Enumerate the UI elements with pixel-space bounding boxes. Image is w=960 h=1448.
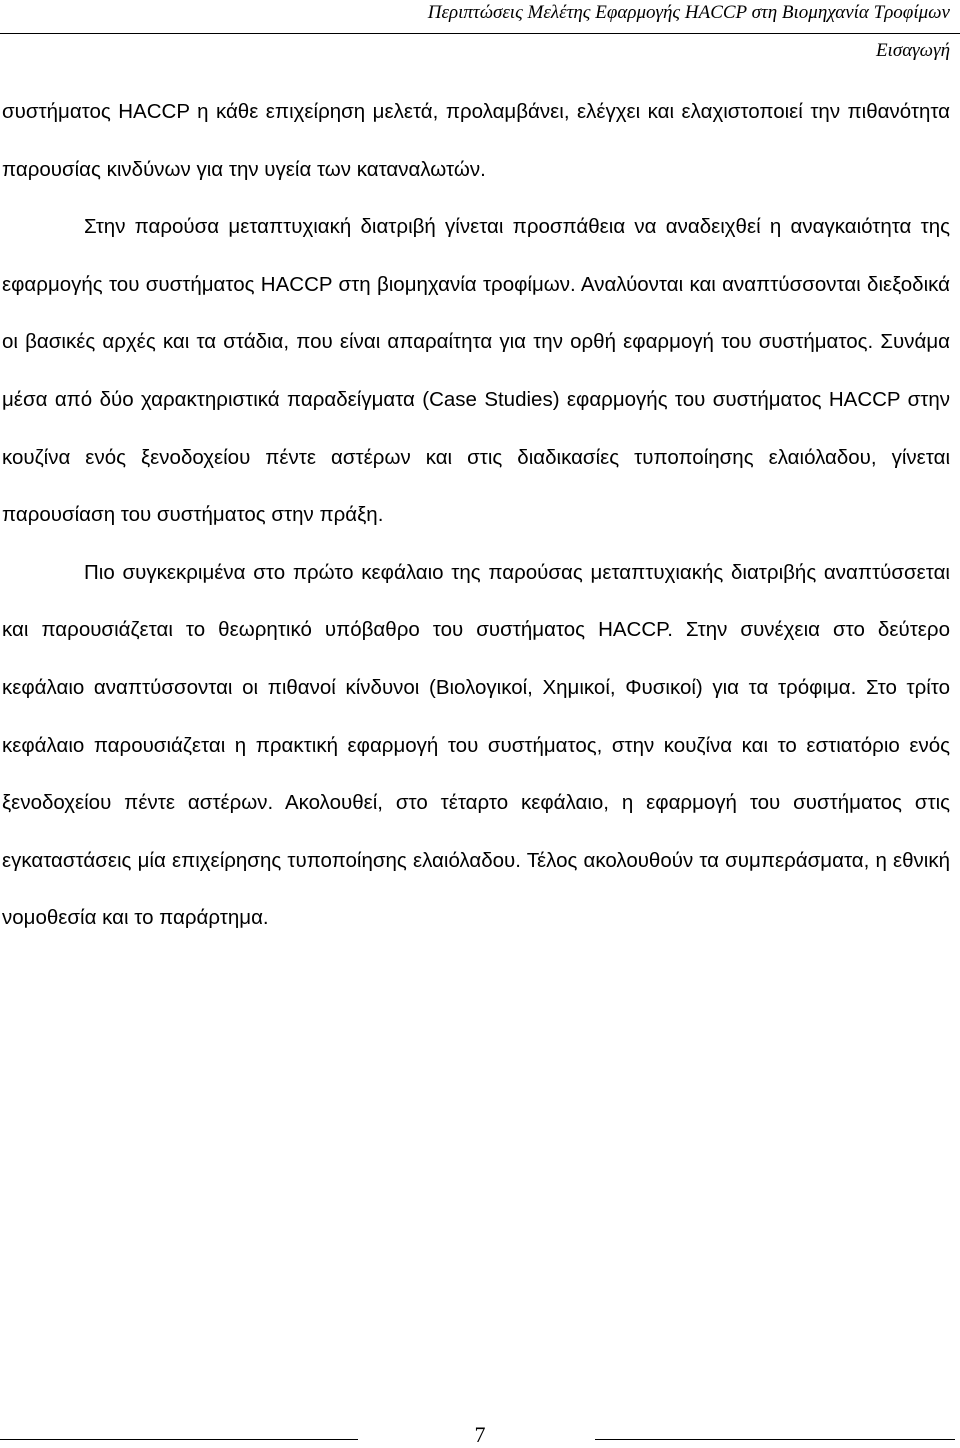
header-section-label: Εισαγωγή — [875, 40, 950, 61]
body-text — [2, 83, 950, 947]
page-number: 7 — [474, 1422, 486, 1447]
header-rule — [0, 33, 960, 34]
running-header — [0, 0, 960, 70]
paragraph-continuation: συστήματος HACCP η κάθε επιχείρηση μελετά, προλαμβάνει, ελέγχει και ελαχιστοποιεί την πιθανότητα παρουσίας κινδύνων για την υγεία των καταναλωτών. — [2, 100, 950, 181]
footer-rule-left — [0, 1439, 358, 1440]
paragraph-chapter-overview: Πιο συγκεκριμένα στο πρώτο κεφάλαιο της παρούσας μεταπτυχιακής διατριβής αναπτύσσεται και παρουσιάζεται το θεωρητικό υπόβαθρο του συστήματος HACCP. Στην συνέχεια στο δεύτερο κεφάλαιο αναπτύσσονται οι πιθανοί κίνδυνοι (Βιολογικοί, Χημικοί, Φυσικοί) για τα τρόφιμα. Στο τρίτο κεφάλαιο παρουσιάζεται η πρακτική εφαρμογή του συστήματος, στην κουζίνα και το εστιατόριο ενός ξενοδοχείου πέντε αστέρων. Ακολουθεί, στο τέταρτο κεφάλαιο, η εφαρμογή του συστήματος στις εγκαταστάσεις μία επιχείρησης τυποποίησης ελαιόλαδου. Τέλος ακολουθούν τα συμπεράσματα, η εθνική νομοθεσία και το παράρτημα. — [2, 560, 950, 930]
header-title: Περιπτώσεις Μελέτης Εφαρμογής HACCP στη Βιομηχανία Τροφίμων — [427, 2, 950, 23]
paragraph-thesis-purpose: Στην παρούσα μεταπτυχιακή διατριβή γίνεται προσπάθεια να αναδειχθεί η αναγκαιότητα της εφαρμογής του συστήματος HACCP στη βιομηχανία τροφίμων. Αναλύονται και αναπτύσσονται διεξοδικά οι βασικές αρχές και τα στάδια, που είναι απαραίτητα για την ορθή εφαρμογή του συστήματος. Συνάμα μέσα από δύο χαρακτηριστικά παραδείγματα (Case Studies) εφαρμογής του συστήματος HACCP στην κουζίνα ενός ξενοδοχείου πέντε αστέρων και στις διαδικασίες τυποποίησης ελαιόλαδου, γίνεται παρουσίαση του συστήματος στην πράξη. — [2, 215, 950, 527]
footer-rule-right — [595, 1439, 955, 1440]
